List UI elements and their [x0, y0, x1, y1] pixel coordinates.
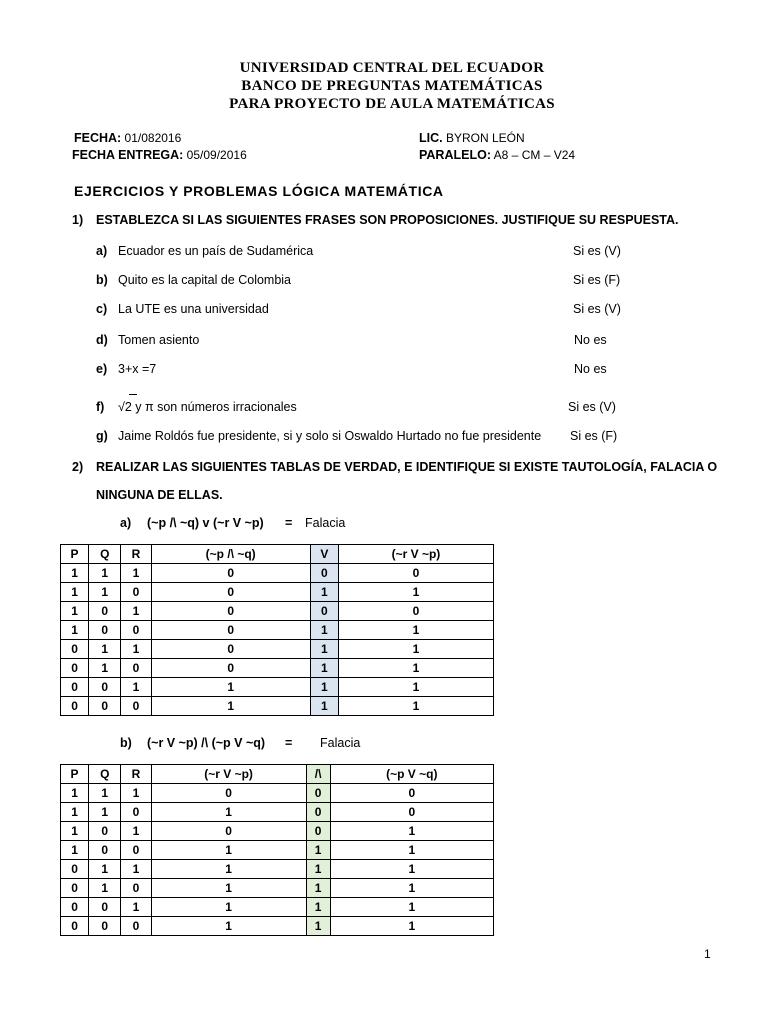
table-cell-result: 1 — [306, 841, 330, 860]
q2-number: 2) — [72, 460, 84, 474]
section-title: EJERCICIOS Y PROBLEMAS LÓGICA MATEMÁTICA — [74, 183, 444, 199]
table-cell: 0 — [338, 564, 493, 583]
table-cell: 1 — [151, 678, 310, 697]
table-cell-result: 0 — [306, 784, 330, 803]
col-header: (~r V ~p) — [151, 765, 306, 784]
table-cell: 1 — [89, 860, 121, 879]
table-a-equals: = — [285, 516, 293, 530]
fecha-label: FECHA: — [74, 131, 122, 145]
table-cell-result: 1 — [306, 879, 330, 898]
table-cell: 1 — [61, 602, 89, 621]
table-row — [61, 564, 494, 583]
table-cell: 1 — [121, 678, 151, 697]
table-cell: 1 — [151, 841, 306, 860]
col-header: P — [61, 765, 89, 784]
item-label: b) — [96, 273, 108, 287]
item-text: Quito es la capital de Colombia — [118, 273, 292, 287]
col-header: (~p /\ ~q) — [151, 545, 310, 564]
table-cell: 0 — [121, 917, 151, 936]
table-cell: 0 — [121, 583, 151, 602]
paralelo-value: A8 – CM – V24 — [491, 148, 576, 162]
truth-table-a — [60, 544, 494, 716]
item-text: Jaime Roldós fue presidente, si y solo si Oswaldo Hurtado no fue presidente — [118, 429, 542, 443]
table-cell-result: 1 — [306, 917, 330, 936]
table-cell: 0 — [151, 602, 310, 621]
table-cell: 1 — [121, 822, 151, 841]
table-row — [61, 860, 494, 879]
table-cell: 1 — [338, 583, 493, 602]
q1-text: ESTABLEZCA SI LAS SIGUIENTES FRASES SON PROPOSICIONES. JUSTIFIQUE SU RESPUESTA. — [96, 213, 679, 227]
paralelo-label: PARALELO: — [419, 148, 491, 162]
table-cell-result: 1 — [306, 898, 330, 917]
q1-answer-c: Si es (V) — [573, 302, 621, 316]
table-cell: 0 — [61, 879, 89, 898]
table-cell: 0 — [61, 659, 89, 678]
col-header: R — [121, 765, 151, 784]
table-cell: 1 — [89, 784, 121, 803]
table-cell: 0 — [61, 917, 89, 936]
entrega-label: FECHA ENTREGA: — [72, 148, 184, 162]
table-cell: 0 — [151, 640, 310, 659]
q1-answer-a: Si es (V) — [573, 244, 621, 258]
table-row — [61, 784, 494, 803]
q1-item-e — [96, 362, 516, 378]
table-cell-result: 1 — [310, 678, 338, 697]
table-cell: 0 — [89, 841, 121, 860]
table-cell: 0 — [121, 697, 151, 716]
table-cell: 1 — [121, 564, 151, 583]
table-b-expression: (~r V ~p) /\ (~p V ~q) — [147, 736, 266, 750]
entrega-field — [72, 148, 247, 162]
table-cell: 0 — [121, 659, 151, 678]
col-header-main: /\ — [306, 765, 330, 784]
table-row — [61, 602, 494, 621]
table-cell: 0 — [121, 841, 151, 860]
table-cell: 1 — [61, 841, 89, 860]
item-label: g) — [96, 429, 108, 443]
table-cell: 0 — [61, 640, 89, 659]
col-header: P — [61, 545, 89, 564]
table-a-label: a) — [120, 516, 132, 530]
table-cell-result: 0 — [306, 822, 330, 841]
table-header-row — [61, 545, 494, 564]
table-cell: 0 — [89, 917, 121, 936]
table-cell: 0 — [151, 659, 310, 678]
table-a-expression: (~p /\ ~q) v (~r V ~p) — [147, 516, 264, 530]
table-row — [61, 583, 494, 602]
q1-item-g — [96, 429, 556, 445]
q1-answer-f: Si es (V) — [568, 400, 616, 414]
table-cell: 1 — [89, 879, 121, 898]
table-cell: 0 — [330, 803, 493, 822]
overline-mark — [129, 394, 137, 395]
table-cell: 1 — [89, 564, 121, 583]
bank-title: BANCO DE PREGUNTAS MATEMÁTICAS — [241, 78, 543, 94]
q1-item-d — [96, 333, 516, 349]
q1-number: 1) — [72, 213, 84, 227]
table-row — [61, 640, 494, 659]
table-cell: 1 — [121, 860, 151, 879]
project-title: PARA PROYECTO DE AULA MATEMÁTICAS — [229, 96, 555, 112]
fecha-field — [74, 131, 181, 145]
table-cell: 0 — [151, 564, 310, 583]
entrega-value: 05/09/2016 — [183, 148, 247, 162]
table-cell: 0 — [121, 621, 151, 640]
table-cell-result: 1 — [310, 583, 338, 602]
item-label: e) — [96, 362, 108, 376]
item-label: f) — [96, 400, 105, 414]
table-cell: 1 — [330, 860, 493, 879]
table-cell: 0 — [121, 879, 151, 898]
table-b-result: Falacia — [320, 736, 361, 750]
table-cell: 1 — [338, 640, 493, 659]
table-b-equals: = — [285, 736, 293, 750]
table-row — [61, 822, 494, 841]
q1-answer-e: No es — [574, 362, 607, 376]
table-cell: 0 — [61, 697, 89, 716]
item-text: La UTE es una universidad — [118, 302, 269, 316]
q2-text-line2: NINGUNA DE ELLAS. — [96, 488, 223, 502]
table-cell: 1 — [151, 697, 310, 716]
table-row — [61, 803, 494, 822]
q2-text-line1: REALIZAR LAS SIGUIENTES TABLAS DE VERDAD, E IDENTIFIQUE SI EXISTE TAUTOLOGÍA, FALACIA O — [96, 460, 718, 474]
table-cell: 1 — [330, 917, 493, 936]
lic-value: BYRON LEÓN — [442, 131, 525, 145]
table-cell: 0 — [330, 784, 493, 803]
item-text: Tomen asiento — [118, 333, 200, 347]
q1-item-f — [96, 400, 516, 416]
table-cell: 1 — [121, 898, 151, 917]
table-cell: 0 — [89, 697, 121, 716]
table-cell-result: 0 — [310, 602, 338, 621]
table-cell: 1 — [89, 640, 121, 659]
table-cell: 1 — [338, 678, 493, 697]
table-cell: 1 — [330, 879, 493, 898]
paralelo-field — [419, 148, 575, 162]
table-cell: 1 — [338, 621, 493, 640]
col-header: (~r V ~p) — [338, 545, 493, 564]
table-cell: 0 — [61, 898, 89, 917]
table-cell: 1 — [121, 784, 151, 803]
q1-item-c — [96, 302, 516, 318]
q1-answer-b: Si es (F) — [573, 273, 621, 287]
table-cell: 1 — [121, 640, 151, 659]
item-label: c) — [96, 302, 108, 316]
table-cell: 1 — [61, 784, 89, 803]
table-cell: 0 — [89, 602, 121, 621]
q1-answer-g: Si es (F) — [570, 429, 618, 443]
q1-answer-d: No es — [574, 333, 607, 347]
table-row — [61, 659, 494, 678]
table-cell-result: 0 — [310, 564, 338, 583]
col-header: Q — [89, 765, 121, 784]
table-row — [61, 697, 494, 716]
table-cell: 0 — [338, 602, 493, 621]
truth-table-b — [60, 764, 494, 936]
table-cell: 1 — [121, 602, 151, 621]
table-cell: 1 — [151, 879, 306, 898]
table-cell: 1 — [89, 803, 121, 822]
q1-item-a — [96, 244, 516, 260]
table-cell-result: 1 — [310, 659, 338, 678]
table-cell: 0 — [89, 898, 121, 917]
table-cell: 1 — [61, 822, 89, 841]
table-cell: 1 — [61, 621, 89, 640]
table-cell: 1 — [338, 659, 493, 678]
item-text: Ecuador es un país de Sudamérica — [118, 244, 314, 258]
table-cell: 1 — [89, 583, 121, 602]
table-cell: 1 — [151, 898, 306, 917]
table-cell-result: 0 — [306, 803, 330, 822]
table-b-label: b) — [120, 736, 132, 750]
table-row — [61, 879, 494, 898]
table-cell: 1 — [151, 860, 306, 879]
col-header: (~p V ~q) — [330, 765, 493, 784]
table-cell: 0 — [151, 583, 310, 602]
lic-label: LIC. — [419, 131, 443, 145]
lic-field — [419, 131, 525, 145]
q1-item-b — [96, 273, 516, 289]
item-label: a) — [96, 244, 108, 258]
table-cell: 0 — [151, 621, 310, 640]
table-cell-result: 1 — [310, 621, 338, 640]
table-cell: 0 — [151, 784, 306, 803]
table-a-result: Falacia — [305, 516, 346, 530]
table-cell: 1 — [330, 822, 493, 841]
table-cell-result: 1 — [306, 860, 330, 879]
table-cell-result: 1 — [310, 697, 338, 716]
table-cell: 0 — [121, 803, 151, 822]
table-cell: 1 — [61, 564, 89, 583]
table-cell: 1 — [338, 697, 493, 716]
table-cell: 1 — [61, 583, 89, 602]
table-row — [61, 678, 494, 697]
table-cell: 0 — [151, 822, 306, 841]
item-text: √2 y π son números irracionales — [118, 400, 297, 414]
table-cell: 0 — [61, 860, 89, 879]
item-text: 3+x =7 — [118, 362, 157, 376]
table-cell: 1 — [61, 803, 89, 822]
fecha-value: 01/082016 — [121, 131, 182, 145]
table-cell: 0 — [89, 822, 121, 841]
table-header-row — [61, 765, 494, 784]
table-cell: 1 — [151, 803, 306, 822]
university-title: UNIVERSIDAD CENTRAL DEL ECUADOR — [239, 60, 545, 76]
table-cell: 1 — [151, 917, 306, 936]
table-row — [61, 898, 494, 917]
col-header-main: V — [310, 545, 338, 564]
table-row — [61, 841, 494, 860]
table-cell: 1 — [330, 841, 493, 860]
table-cell: 1 — [89, 659, 121, 678]
table-cell: 0 — [89, 621, 121, 640]
table-row — [61, 621, 494, 640]
table-cell-result: 1 — [310, 640, 338, 659]
table-cell: 0 — [89, 678, 121, 697]
col-header: Q — [89, 545, 121, 564]
table-row — [61, 917, 494, 936]
page-number: 1 — [704, 947, 711, 961]
col-header: R — [121, 545, 151, 564]
table-cell: 0 — [61, 678, 89, 697]
table-cell: 1 — [330, 898, 493, 917]
item-label: d) — [96, 333, 108, 347]
